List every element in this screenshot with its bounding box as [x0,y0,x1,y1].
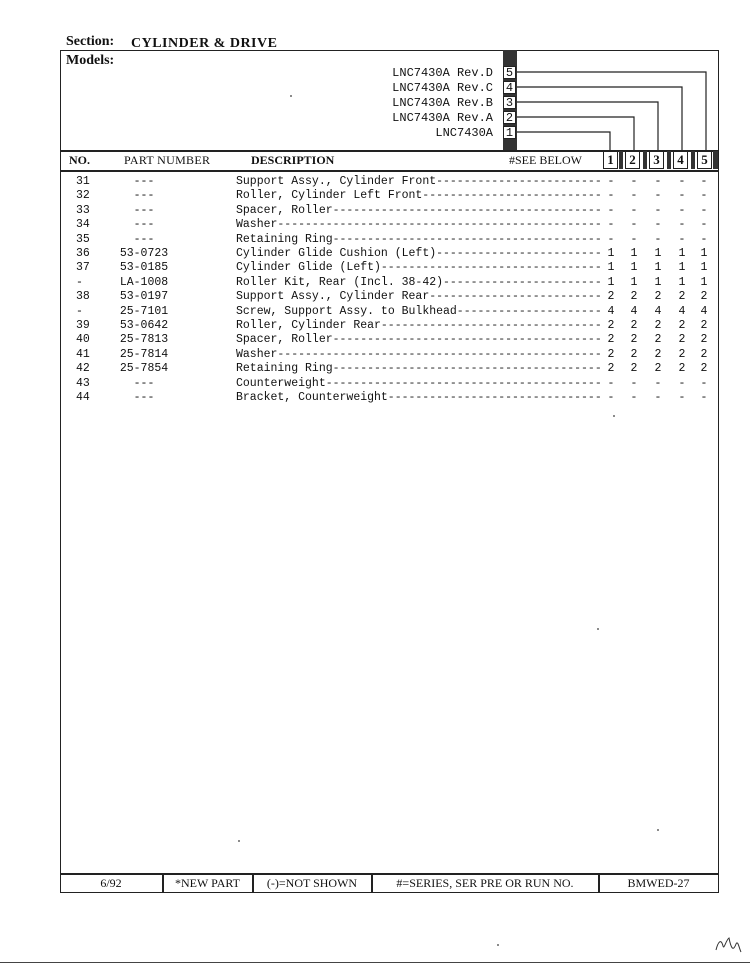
table-row [0,362,750,376]
row-leader: ---------------------------------------- [325,376,602,390]
row-qty-model-3: - [654,189,662,203]
table-row [0,233,750,247]
row-leader: ----------------------------------------------- [277,218,602,232]
row-leader: ------------------------------- [387,391,602,404]
row-description: Retaining Ring [236,232,333,246]
row-number: 31 [76,175,90,188]
section-label: Section: [66,34,115,49]
table-row [0,348,750,362]
row-description: Bracket, Counterweight [236,391,388,404]
row-description: Spacer, Roller [236,333,333,347]
row-number: 39 [76,319,90,332]
row-qty-model-5: 2 [700,333,708,347]
row-leader: ------------------------ [436,175,602,188]
table-row [0,175,750,189]
row-part-number: --- [133,232,155,246]
row-part-number: 25-7814 [119,347,169,361]
handwritten-initials-icon [712,928,744,958]
col-header-model-5: 5 [697,151,712,169]
row-qty-model-3: 2 [654,333,662,347]
scan-speck [238,840,240,842]
footer-series: #=SERIES, SER PRE OR RUN NO. [396,876,574,890]
page-bottom-rule [0,962,750,963]
model-number: 4 [503,81,516,94]
row-qty-model-1: 4 [607,304,615,318]
row-leader: --------------------- [456,304,602,318]
row-qty-model-2: 1 [630,247,638,260]
scan-speck [613,415,615,417]
row-part-number: 53-0197 [119,290,169,304]
row-qty-model-4: 2 [678,347,686,361]
row-qty-model-3: - [654,232,662,246]
row-description: Roller Kit, Rear (Incl. 38-42) [236,275,444,289]
row-qty-model-2: 2 [630,362,638,376]
row-part-number: --- [133,391,155,404]
table-row [0,261,750,275]
row-number: 42 [76,362,90,376]
row-number: 41 [76,347,90,361]
col-separator [643,151,647,169]
row-description: Roller, Cylinder Left Front [236,189,423,203]
row-number: 37 [76,261,90,275]
col-separator [619,151,623,169]
row-qty-model-4: 1 [678,261,686,275]
row-qty-model-3: 4 [654,304,662,318]
col-header-model-4: 4 [673,151,688,169]
row-description: Retaining Ring [236,362,333,376]
row-number: 38 [76,290,90,304]
table-row [0,189,750,203]
row-qty-model-3: 1 [654,247,662,260]
row-qty-model-1: 2 [607,290,615,304]
col-header-model-2: 2 [625,151,640,169]
row-part-number: --- [133,376,155,390]
col-header-model-3: 3 [649,151,664,169]
row-qty-model-2: 2 [630,319,638,332]
row-part-number: --- [133,175,155,188]
table-row [0,391,750,405]
row-number: 33 [76,203,90,217]
header-rule [60,170,719,172]
row-part-number: 25-7854 [119,362,169,376]
row-number: 36 [76,247,90,260]
row-qty-model-4: - [678,232,686,246]
row-qty-model-4: - [678,376,686,390]
footer-date: 6/92 [100,876,122,890]
row-description: Support Assy., Cylinder Rear [236,290,430,304]
model-name: LNC7430A Rev.B [392,96,493,110]
table-row [0,290,750,304]
row-leader: ------------------------ [436,247,602,260]
table-row [0,305,750,319]
row-qty-model-3: 1 [654,275,662,289]
row-part-number: 53-0642 [119,319,169,332]
row-description: Support Assy., Cylinder Front [236,175,437,188]
row-leader: ----------------------------------------------- [277,347,602,361]
row-qty-model-2: 1 [630,275,638,289]
row-qty-model-5: - [700,391,708,404]
footer-new-part: *NEW PART [175,876,240,890]
row-qty-model-4: - [678,189,686,203]
scan-speck [597,628,599,630]
row-qty-model-2: - [630,218,638,232]
row-part-number: LA-1008 [119,275,169,289]
row-qty-model-4: 1 [678,275,686,289]
row-number: 43 [76,376,90,390]
row-qty-model-2: - [630,175,638,188]
scan-speck [290,95,292,97]
row-qty-model-2: - [630,203,638,217]
row-qty-model-1: 2 [607,347,615,361]
model-number: 1 [503,126,516,139]
row-qty-model-1: - [607,189,615,203]
row-qty-model-3: 1 [654,261,662,275]
row-number: 32 [76,189,90,203]
row-number: 40 [76,333,90,347]
table-row [0,319,750,333]
row-qty-model-5: 2 [700,290,708,304]
row-part-number: 53-0185 [119,261,169,275]
row-qty-model-5: - [700,376,708,390]
row-leader: -------------------------- [422,189,602,203]
row-qty-model-2: - [630,391,638,404]
col-header-see-below: #SEE BELOW [509,153,582,167]
row-description: Screw, Support Assy. to Bulkhead [236,304,457,318]
row-qty-model-1: 2 [607,362,615,376]
row-qty-model-3: - [654,391,662,404]
models-label: Models: [66,53,115,68]
row-description: Cylinder Glide Cushion (Left) [236,247,437,260]
row-part-number: --- [133,218,155,232]
row-qty-model-5: 2 [700,347,708,361]
row-qty-model-5: 1 [700,247,708,260]
row-qty-model-3: 2 [654,290,662,304]
row-qty-model-1: - [607,218,615,232]
col-header-description: DESCRIPTION [251,153,335,167]
row-qty-model-5: 1 [700,275,708,289]
table-row [0,218,750,232]
row-description: Roller, Cylinder Rear [236,319,381,332]
row-qty-model-5: - [700,232,708,246]
model-number: 3 [503,96,516,109]
row-qty-model-3: 2 [654,362,662,376]
row-qty-model-4: - [678,391,686,404]
col-header-no: NO. [69,153,90,167]
model-number: 5 [503,66,516,79]
row-qty-model-2: 4 [630,304,638,318]
scan-speck [497,944,499,946]
row-part-number: 53-0723 [119,247,169,260]
row-qty-model-2: 1 [630,261,638,275]
model-name: LNC7430A Rev.C [392,81,493,95]
row-qty-model-2: - [630,232,638,246]
row-qty-model-1: 1 [607,261,615,275]
footer-not-shown: (-)=NOT SHOWN [266,876,358,890]
col-separator [713,151,718,169]
row-number: 44 [76,391,90,404]
row-qty-model-3: - [654,376,662,390]
col-separator [691,151,695,169]
row-qty-model-4: 2 [678,362,686,376]
row-part-number: --- [133,189,155,203]
row-qty-model-1: 1 [607,275,615,289]
row-description: Spacer, Roller [236,203,333,217]
row-qty-model-1: 2 [607,319,615,332]
row-qty-model-2: 2 [630,347,638,361]
row-qty-model-1: - [607,232,615,246]
row-qty-model-3: - [654,203,662,217]
model-name: LNC7430A Rev.D [392,66,493,80]
row-description: Counterweight [236,376,326,390]
row-qty-model-1: - [607,391,615,404]
row-qty-model-3: - [654,218,662,232]
row-qty-model-5: 2 [700,319,708,332]
row-qty-model-4: 2 [678,290,686,304]
row-qty-model-5: 2 [700,362,708,376]
row-qty-model-5: - [700,175,708,188]
row-leader: --------------------------------------- [332,362,602,376]
row-number: 35 [76,232,90,246]
row-description: Washer [236,218,278,232]
row-qty-model-2: 2 [630,333,638,347]
section-title: CYLINDER & DRIVE [131,36,278,51]
row-qty-model-3: - [654,175,662,188]
row-qty-model-1: 1 [607,247,615,260]
row-number: 34 [76,218,90,232]
table-row [0,204,750,218]
row-part-number: --- [133,203,155,217]
model-connector-lines [0,0,750,170]
row-part-number: 25-7101 [119,304,169,318]
col-header-part-number: PART NUMBER [124,153,211,167]
row-qty-model-5: - [700,218,708,232]
row-number: - [76,275,83,289]
row-leader: --------------------------------------- [332,232,602,246]
row-leader: --------------------------------------- [332,333,602,347]
row-qty-model-2: 2 [630,290,638,304]
table-row [0,377,750,391]
col-header-model-1: 1 [603,151,618,169]
row-number: - [76,304,83,318]
row-leader: ------------------------- [429,290,602,304]
table-row [0,247,750,261]
row-leader: --------------------------------------- [332,203,602,217]
row-description: Washer [236,347,278,361]
table-row [0,276,750,290]
model-number: 2 [503,111,516,124]
row-qty-model-3: 2 [654,319,662,332]
row-qty-model-4: 4 [678,304,686,318]
row-qty-model-5: 4 [700,304,708,318]
row-leader: ----------------------- [443,275,602,289]
row-qty-model-3: 2 [654,347,662,361]
row-part-number: 25-7813 [119,333,169,347]
row-qty-model-4: - [678,203,686,217]
row-qty-model-1: - [607,203,615,217]
col-separator [667,151,671,169]
row-qty-model-4: 2 [678,319,686,332]
row-description: Cylinder Glide (Left) [236,261,381,275]
table-row [0,333,750,347]
row-qty-model-1: - [607,376,615,390]
row-qty-model-4: 1 [678,247,686,260]
row-qty-model-1: 2 [607,333,615,347]
row-qty-model-5: - [700,203,708,217]
row-qty-model-1: - [607,175,615,188]
row-qty-model-5: 1 [700,261,708,275]
row-qty-model-4: - [678,218,686,232]
row-qty-model-2: - [630,376,638,390]
row-leader: -------------------------------- [380,319,602,332]
row-qty-model-2: - [630,189,638,203]
model-name: LNC7430A [435,126,493,140]
row-qty-model-5: - [700,189,708,203]
row-qty-model-4: 2 [678,333,686,347]
model-name: LNC7430A Rev.A [392,111,493,125]
row-leader: -------------------------------- [380,261,602,275]
row-qty-model-4: - [678,175,686,188]
scan-speck [657,829,659,831]
footer-doc-id: BMWED-27 [627,876,690,890]
